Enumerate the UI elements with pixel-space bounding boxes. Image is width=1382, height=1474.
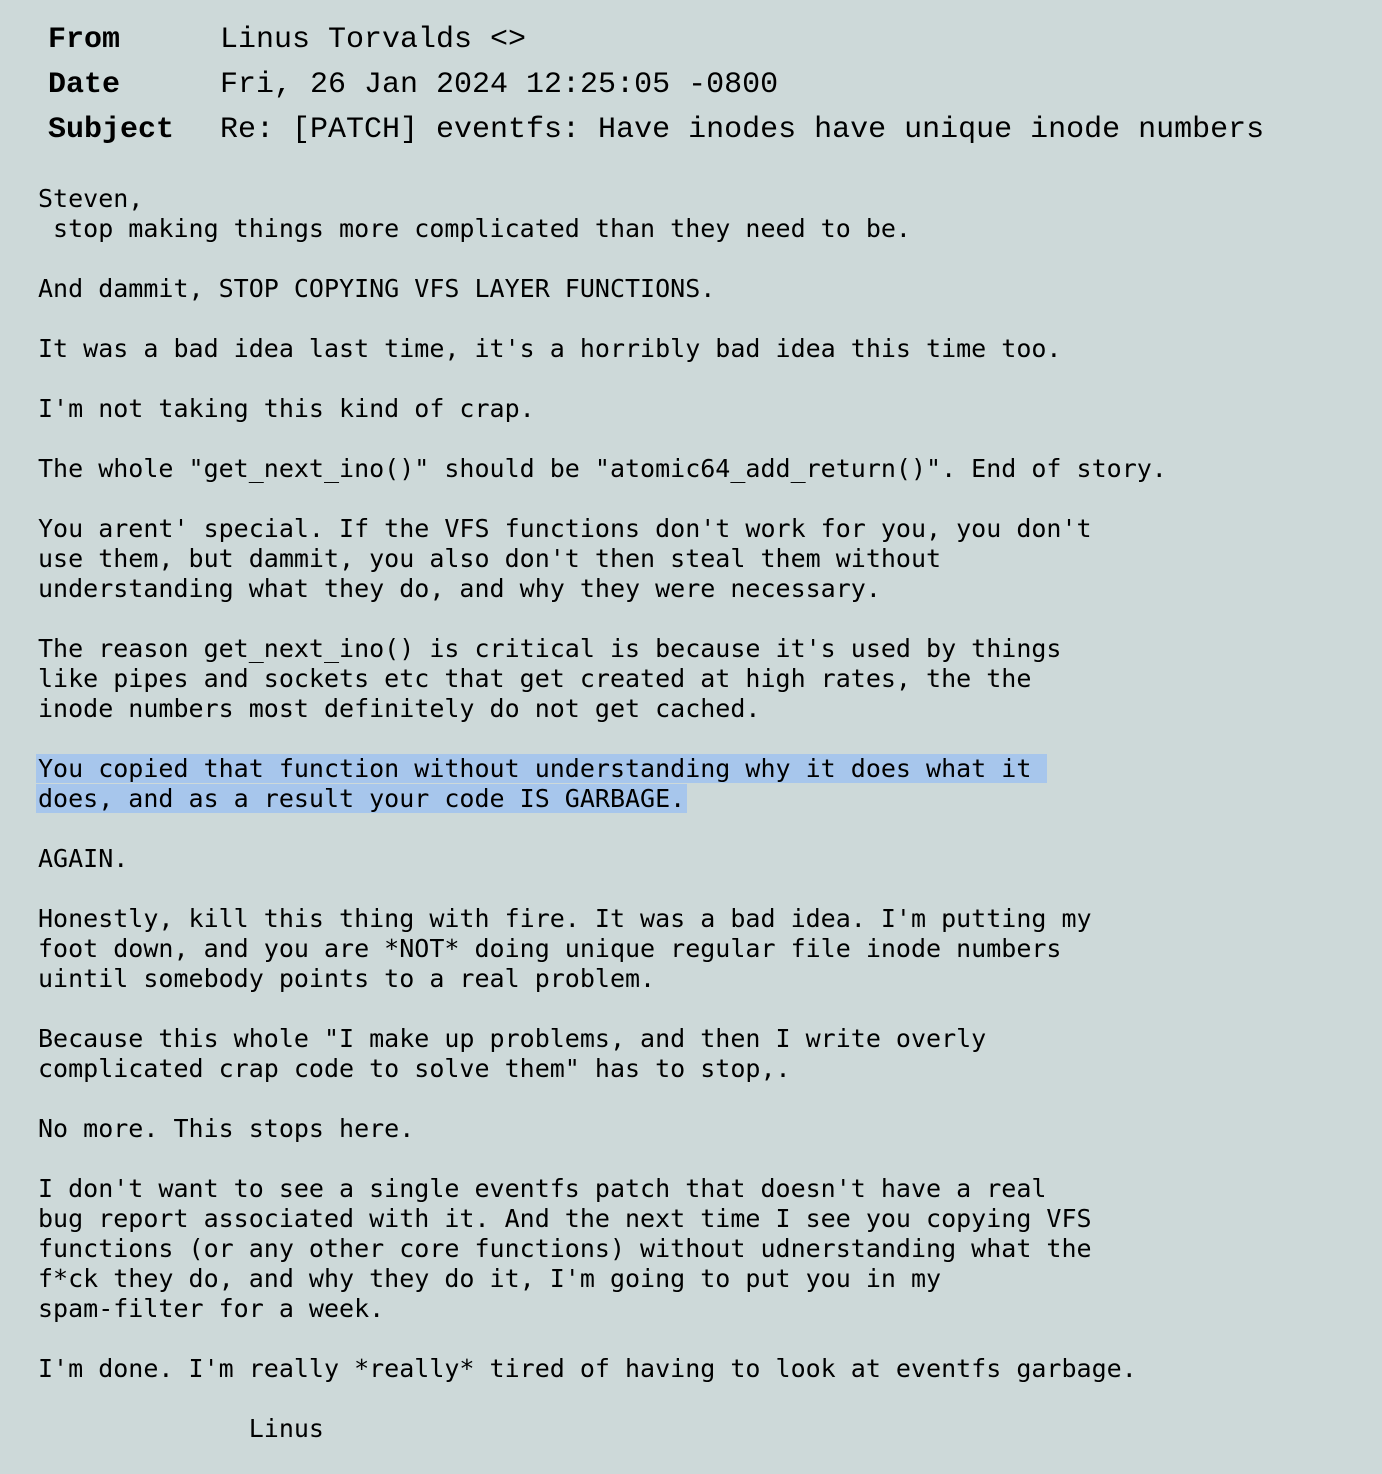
subject-label: Subject [48,113,175,147]
from-value[interactable]: Linus Torvalds <> [220,23,527,57]
body-line: functions (or any other core functions) without udnerstanding what the [38,1234,1092,1263]
body-line: use them, but dammit, you also don't then steal them without [38,544,942,573]
paragraph [38,394,1358,424]
paragraph [38,1354,1358,1384]
date-value: Fri, 26 Jan 2024 12:25:05 -0800 [220,68,779,102]
text-selection-highlight[interactable]: does, and as a result your code IS GARBAGE. [38,784,686,813]
body-line: inode numbers most definitely do not get cached. [38,694,761,723]
body-line: understanding what they do, and why they were necessary. [38,574,881,603]
signature: Linus [38,1414,324,1443]
paragraph [38,634,1358,724]
paragraph [38,1114,1358,1144]
body-line: You arent' special. If the VFS functions don't work for you, you don't [38,514,1092,543]
body-line: f*ck they do, and why they do it, I'm going to put you in my [38,1264,942,1293]
date-label: Date [48,68,121,102]
paragraph-greeting [38,184,1358,244]
body-line: Because this whole "I make up problems, and then I write overly [38,1024,987,1053]
paragraph [38,514,1358,604]
signature-block [38,1414,1358,1444]
body-line: Honestly, kill this thing with fire. It was a bad idea. I'm putting my [38,904,1092,933]
body-line: No more. This stops here. [38,1114,415,1143]
body-line: It was a bad idea last time, it's a horribly bad idea this time too. [38,334,1062,363]
body-line: Steven, [38,184,144,213]
body-line: The whole "get_next_ino()" should be "atomic64_add_return()". End of story. [38,454,1167,483]
body-line: I don't want to see a single eventfs patch that doesn't have a real [38,1174,1047,1203]
body-line: The reason get_next_ino() is critical is because it's used by things [38,634,1062,663]
body-line: spam-filter for a week. [38,1294,385,1323]
body-line: complicated crap code to solve them" has to stop,. [38,1054,791,1083]
body-line: I'm done. I'm really *really* tired of having to look at eventfs garbage. [38,1354,1137,1383]
body-line: stop making things more complicated than they need to be. [38,214,911,243]
paragraph [38,1174,1358,1324]
body-line: foot down, and you are *NOT* doing unique regular file inode numbers [38,934,1062,963]
selected-text-line[interactable] [38,754,1358,784]
email-header [48,18,1368,153]
selected-text-line[interactable] [38,784,1358,814]
body-line: like pipes and sockets etc that get created at high rates, the the [38,664,1032,693]
paragraph [38,904,1358,994]
from-label: From [48,23,121,57]
body-line: uintil somebody points to a real problem. [38,964,656,993]
email-body [38,184,1358,1474]
paragraph [38,1024,1358,1084]
paragraph-highlighted-selection[interactable] [38,754,1358,814]
date-row [48,63,1368,108]
paragraph [38,454,1358,484]
body-line: I'm not taking this kind of crap. [38,394,535,423]
subject-value: Re: [PATCH] eventfs: Have inodes have unique inode numbers [220,113,1265,147]
subject-row [48,108,1368,153]
paragraph [38,334,1358,364]
text-selection-highlight[interactable]: You copied that function without understanding why it does what it [36,754,1047,783]
paragraph [38,274,1358,304]
body-line: And dammit, STOP COPYING VFS LAYER FUNCTIONS. [38,274,716,303]
from-row [48,18,1368,63]
body-line: bug report associated with it. And the next time I see you copying VFS [38,1204,1092,1233]
paragraph [38,844,1358,874]
body-line: AGAIN. [38,844,129,873]
